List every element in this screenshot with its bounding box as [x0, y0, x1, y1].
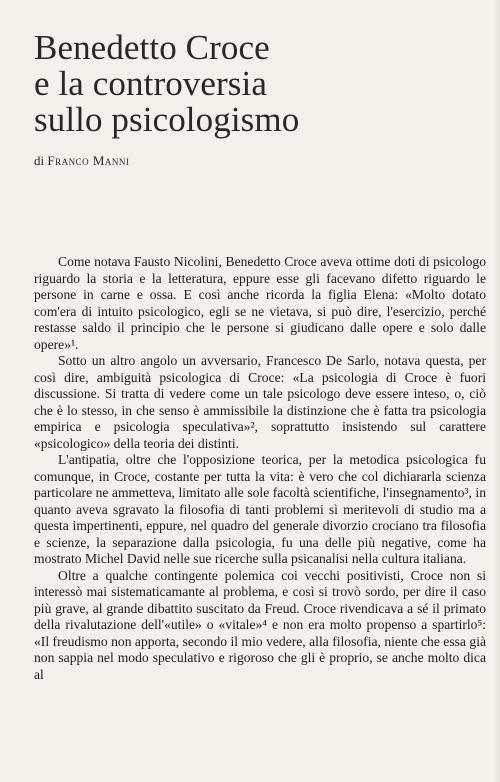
author-name: Franco Manni [47, 153, 130, 168]
byline [34, 153, 129, 169]
paragraph-3: L'antipatia, oltre che l'opposizione teorica, per la metodica psicologica fu comunque, in Croce, costante per tutta la vita: è vero che col dichiararla scienza particolare ne ammetteva, limitato alle sole facoltà scientifiche, l'insegnamento³, in quanto aveva sgravato la filosofia di tanti problemi sì meritevoli di studio ma a questa impertinenti, eppure, nel quadro del generale divorzio crociano tra filosofia e scienze, la separazione dalla psicologia, fu una delle più negative, come ha mostrato Michel David nelle sue ricerche sulla psicanalisi nella cultura italiana. [34, 452, 486, 566]
byline-prefix: di [34, 153, 45, 168]
paragraph-1: Come notava Fausto Nicolini, Benedetto Croce aveva ottime doti di psicologo riguardo la storia e la letteratura, eppure esse gli facevano difetto riguardo le persone in carne e ossa. E così anche ricorda la figlia Elena: «Molto dotato com'era di intuito psicologico, egli se ne vietava, si può dire, l'esercizio, perché restasse saldo il principio che le persone si giudicano dalle opere e solo dalle opere»¹. [34, 254, 486, 352]
article-body [34, 254, 486, 683]
paragraph-2: Sotto un altro angolo un avversario, Francesco De Sarlo, notava questa, per così dire, ambiguità psicologica di Croce: «La psicologia di Croce è fuori discussione. Si tratta di vedere come un tale psicologo deve essere inteso, o, ciò che è lo stesso, in che senso è ammissibile la distinzione che è fatta tra psicologia empirica e psicologia speculativa»², soprattutto insistendo sul carattere «psicologico» della teoria dei distinti. [34, 353, 486, 451]
page-edge-shadow [494, 0, 500, 782]
article-title [34, 30, 299, 138]
title-line-1: Benedetto Croce [34, 28, 270, 67]
title-line-3: sullo psicologismo [34, 100, 300, 139]
paragraph-4: Oltre a qualche contingente polemica coi vecchi positivisti, Croce non si interessò mai sistematicamante al problema, e così si trovò sordo, per dire il caso più grave, al grande dibattito suscitato da Freud. Croce rivendicava a sé il primato della rivalutazione dell'«utile» o «vitale»⁴ e non era molto propenso a spartirlo⁵: «Il freudismo non apporta, secondo il mio vedere, alla filosofia, niente che essa già non sappia nel modo speculativo e rigoroso che gli è proprio, se anche molto dica al [34, 567, 486, 682]
title-line-2: e la controversia [34, 64, 267, 103]
